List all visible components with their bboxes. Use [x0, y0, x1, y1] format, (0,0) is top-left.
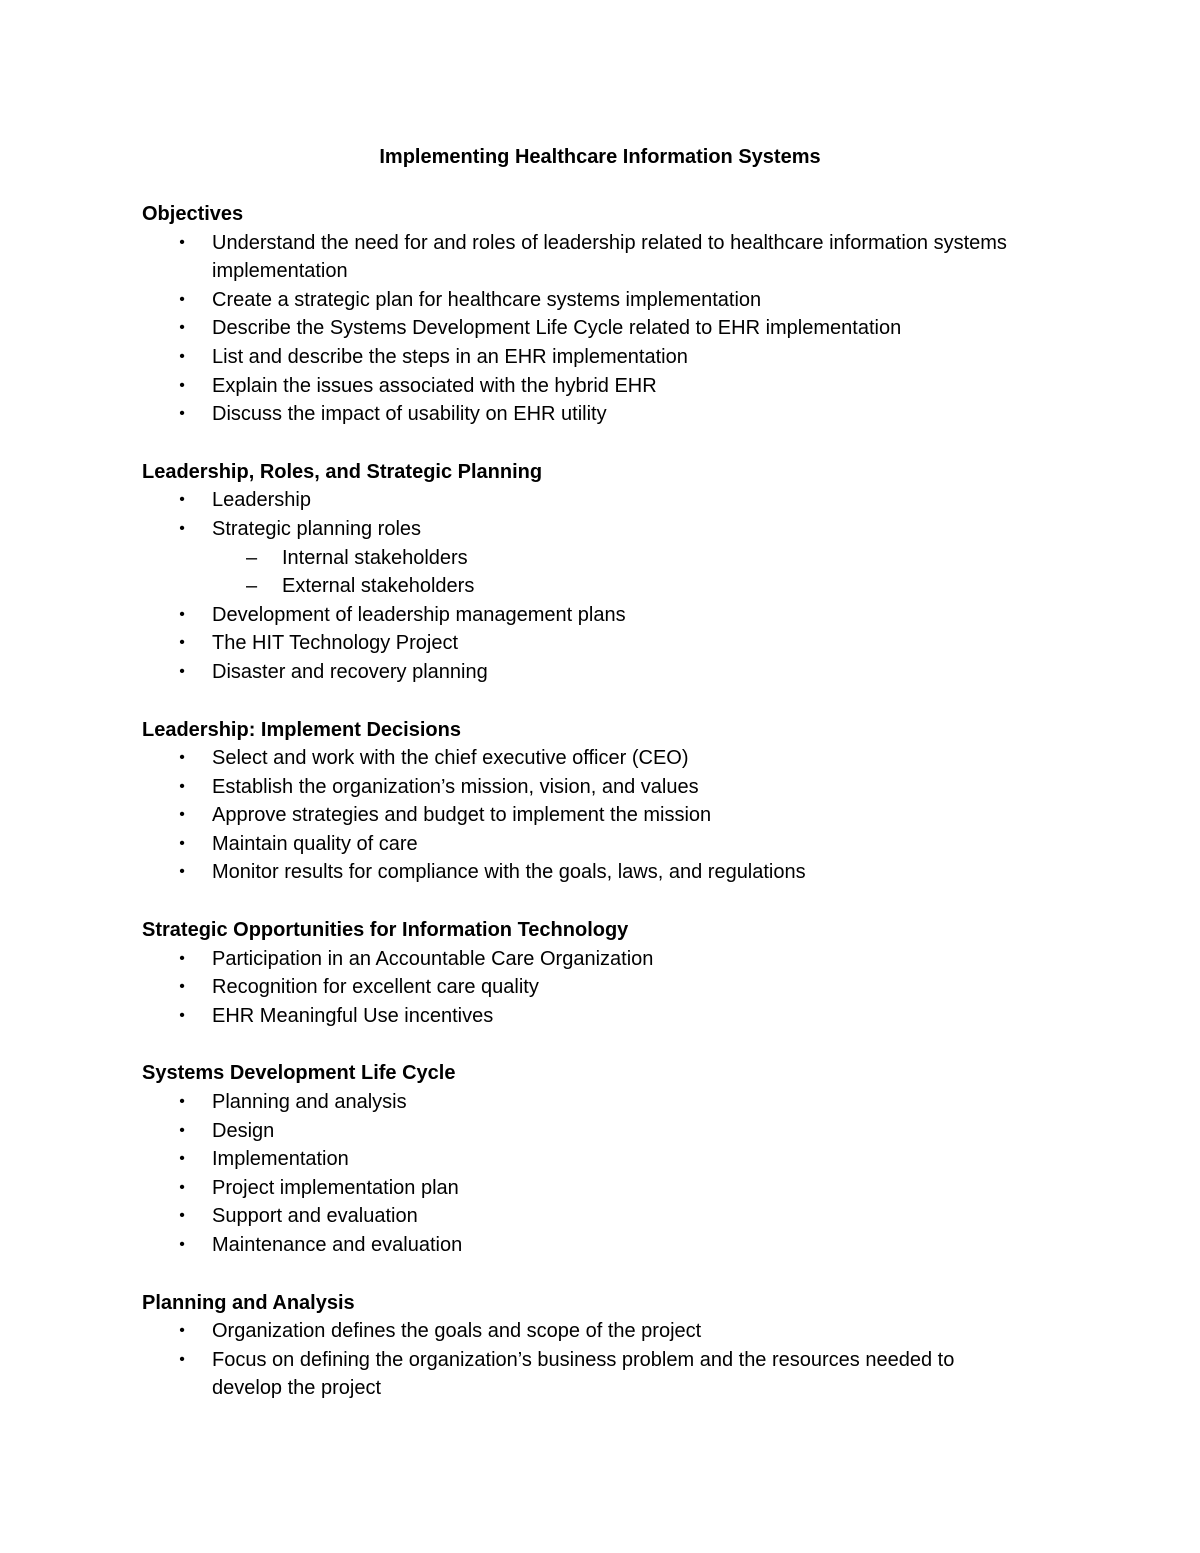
list-item-text: List and describe the steps in an EHR implementation: [212, 345, 688, 368]
bullet-icon: •: [179, 777, 185, 795]
section-heading: Planning and Analysis: [142, 1291, 355, 1314]
bullet-icon: •: [179, 1350, 185, 1368]
section: [142, 200, 1022, 429]
list-item: [142, 1145, 1022, 1174]
section-heading: Leadership, Roles, and Strategic Planning: [142, 460, 543, 483]
list-item-text: Strategic planning roles: [212, 517, 422, 540]
section-heading: Strategic Opportunities for Information Technology: [142, 919, 629, 942]
list-item-text: Disaster and recovery planning: [212, 660, 488, 683]
bullet-icon: •: [179, 1236, 185, 1253]
bullet-icon: •: [179, 376, 185, 394]
list-item-text: Support and evaluation: [212, 1205, 418, 1228]
sub-list-item-text: Internal stakeholders: [282, 546, 468, 569]
bullet-icon: •: [179, 290, 185, 308]
bullet-icon: •: [179, 834, 185, 852]
list-item-text: Planning and analysis: [212, 1091, 407, 1114]
list-item-text: Maintenance and evaluation: [212, 1234, 463, 1256]
list-item-text: Development of leadership management plans: [212, 603, 626, 626]
list-item: [142, 858, 1022, 887]
list-item-text: Leadership: [212, 489, 311, 512]
list-item-text: Approve strategies and budget to implement the mission: [212, 804, 712, 827]
list-item: [142, 1117, 1022, 1146]
list-item-text: Maintain quality of care: [212, 832, 418, 855]
section: [142, 1289, 1022, 1403]
bullet-icon: •: [179, 863, 185, 881]
section: [142, 716, 1022, 888]
document-body: [142, 200, 1022, 1432]
list-item: [142, 1174, 1022, 1203]
list-item-text: Focus on defining the organization’s business problem and the resources needed to develop the project: [212, 1348, 955, 1400]
list-item-text: Design: [212, 1119, 275, 1142]
bullet-icon: •: [179, 491, 185, 509]
list-item-text: Explain the issues associated with the hybrid EHR: [212, 374, 657, 397]
list-item: [142, 773, 1022, 802]
bullet-icon: •: [179, 806, 185, 824]
list-item: [142, 286, 1022, 315]
list-item-text: Create a strategic plan for healthcare systems implementation: [212, 288, 762, 311]
list-item-text: Understand the need for and roles of leadership related to healthcare information systems implementation: [212, 231, 1007, 283]
bullet-list: [142, 486, 1022, 686]
bullet-icon: •: [179, 405, 185, 423]
list-item: [142, 515, 1022, 601]
list-item-text: Describe the Systems Development Life Cycle related to EHR implementation: [212, 317, 902, 340]
section: [142, 1059, 1022, 1259]
list-item: [142, 830, 1022, 859]
list-item: [142, 744, 1022, 773]
bullet-list: [142, 1088, 1022, 1260]
list-item: [142, 372, 1022, 401]
list-item: [142, 629, 1022, 658]
list-item: [142, 945, 1022, 974]
list-item: [142, 486, 1022, 515]
bullet-icon: •: [179, 949, 185, 967]
list-item-text: Project implementation plan: [212, 1176, 459, 1199]
bullet-icon: •: [179, 1150, 185, 1168]
list-item: [142, 1088, 1022, 1117]
sub-list: [212, 544, 1022, 601]
bullet-icon: •: [179, 605, 185, 623]
section: [142, 458, 1022, 687]
list-item: [142, 1002, 1022, 1031]
section: [142, 916, 1022, 1030]
sub-list-item: [212, 544, 1022, 573]
list-item-text: EHR Meaningful Use incentives: [212, 1004, 494, 1027]
list-item: [142, 601, 1022, 630]
bullet-list: [142, 744, 1022, 887]
list-item-text: Participation in an Accountable Care Organization: [212, 947, 654, 970]
list-item-text: Organization defines the goals and scope of the project: [212, 1320, 702, 1343]
bullet-list: [142, 945, 1022, 1031]
bullet-icon: •: [179, 634, 185, 652]
sub-list-item: [212, 572, 1022, 601]
list-item: [142, 400, 1022, 429]
list-item: [142, 973, 1022, 1002]
list-item-text: Discuss the impact of usability on EHR utility: [212, 403, 607, 426]
bullet-icon: •: [179, 319, 185, 337]
bullet-icon: •: [179, 1322, 185, 1340]
bullet-icon: •: [179, 1178, 185, 1196]
list-item: [142, 1317, 1022, 1346]
list-item: [142, 343, 1022, 372]
list-item: [142, 658, 1022, 687]
list-item: [142, 229, 1022, 286]
list-item-text: Select and work with the chief executive officer (CEO): [212, 747, 689, 770]
section-heading: Systems Development Life Cycle: [142, 1062, 456, 1085]
section-heading: Objectives: [142, 203, 244, 225]
list-item-text: Implementation: [212, 1148, 349, 1171]
bullet-icon: •: [179, 519, 185, 537]
list-item-text: Establish the organization’s mission, vision, and values: [212, 775, 699, 798]
dash-icon: –: [246, 575, 258, 598]
bullet-icon: •: [179, 978, 185, 996]
section-heading: Leadership: Implement Decisions: [142, 718, 461, 741]
list-item: [142, 314, 1022, 343]
bullet-icon: •: [179, 1006, 185, 1024]
list-item: [142, 801, 1022, 830]
document-title: Implementing Healthcare Information Systems: [379, 146, 821, 168]
list-item-text: Recognition for excellent care quality: [212, 976, 539, 999]
bullet-icon: •: [179, 233, 185, 251]
list-item-text: The HIT Technology Project: [212, 632, 459, 655]
bullet-icon: •: [179, 749, 185, 767]
list-item-text: Monitor results for compliance with the goals, laws, and regulations: [212, 861, 806, 884]
list-item: [142, 1202, 1022, 1231]
bullet-icon: •: [179, 1121, 185, 1139]
list-item: [142, 1346, 1022, 1403]
bullet-icon: •: [179, 1093, 185, 1111]
bullet-icon: •: [179, 347, 185, 365]
bullet-icon: •: [179, 662, 185, 680]
list-item: [142, 1231, 1022, 1260]
bullet-list: [142, 1317, 1022, 1403]
bullet-list: [142, 229, 1022, 429]
dash-icon: –: [246, 546, 258, 569]
bullet-icon: •: [179, 1207, 185, 1225]
sub-list-item-text: External stakeholders: [282, 575, 475, 598]
